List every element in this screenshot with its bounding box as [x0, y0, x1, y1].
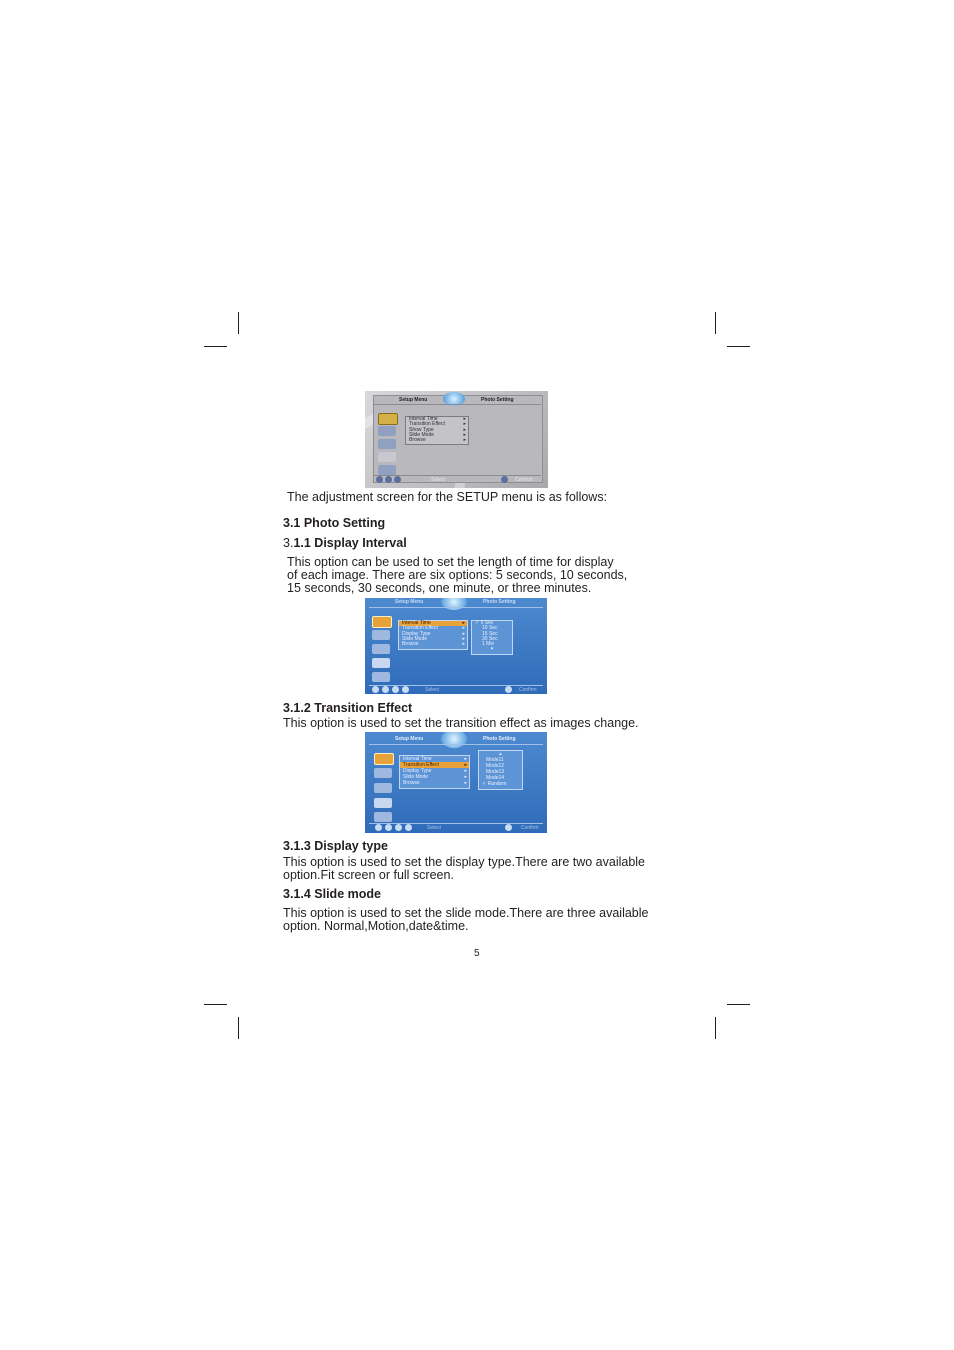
nav-right-icon: [392, 686, 399, 693]
calendar-icon[interactable]: [372, 658, 390, 668]
crop-mark: [727, 1004, 750, 1005]
menu-item[interactable]: Transition Effect ▸: [400, 762, 469, 768]
select-hint: Select: [427, 825, 441, 831]
confirm-hint: Confirm: [521, 825, 539, 831]
section-heading-3-1-3: 3.1.3 Display type: [283, 839, 388, 853]
interval-option[interactable]: 15 Sec: [482, 630, 498, 637]
intro-text: The adjustment screen for the SETUP menu is as follows:: [287, 490, 608, 504]
logo-icon: [441, 598, 467, 610]
photo-setting-menu[interactable]: [398, 620, 468, 650]
menu-item[interactable]: Transition Effect ▸: [406, 422, 468, 427]
photo-icon[interactable]: [374, 753, 394, 765]
photo-setting-menu[interactable]: [405, 416, 469, 445]
display-interval-paragraph: This option can be used to set the length of time for display of each image. There are six options: 5 seconds, 10 seconds, 15 seconds, 30 seconds, one minute, or three minutes.: [287, 555, 628, 595]
nav-left-icon: [376, 476, 383, 483]
video-icon[interactable]: [378, 439, 396, 449]
confirm-hint: Confirm: [515, 477, 533, 483]
menu-item[interactable]: Interval Time ▸: [399, 621, 467, 626]
menu-item[interactable]: Show Type ▸: [406, 428, 468, 433]
setup-icon[interactable]: [374, 812, 392, 822]
video-icon[interactable]: [372, 644, 390, 654]
menu-item[interactable]: Browse ▸: [399, 642, 467, 647]
interval-options-menu[interactable]: [471, 620, 513, 655]
menu-item[interactable]: Transition Effect ▸: [399, 626, 467, 631]
crop-mark: [204, 1004, 227, 1005]
menu-item[interactable]: Display Type ▸: [400, 768, 469, 774]
transition-option[interactable]: Mode12: [486, 763, 505, 769]
section-heading-3-1-2: 3.1.2 Transition Effect: [283, 701, 413, 715]
nav-up-icon: [382, 686, 389, 693]
photo-icon[interactable]: [378, 413, 398, 425]
interval-option[interactable]: ✓ 5 Sec: [475, 620, 494, 626]
interval-option[interactable]: 10 Sec: [482, 625, 498, 632]
photo-setting-menu[interactable]: [399, 755, 470, 789]
scroll-up-icon[interactable]: ▴: [499, 751, 502, 757]
photo-icon[interactable]: [372, 616, 392, 628]
setup-menu-title: Setup Menu: [399, 397, 428, 403]
slide-mode-paragraph: This option is used to set the slide mode.There are three available option. Normal,Motion,date&time.: [283, 906, 649, 933]
transition-option[interactable]: ✓ Random: [482, 781, 507, 787]
display-type-paragraph: This option is used to set the display type.There are two available option.Fit screen or full screen.: [283, 855, 646, 882]
page-number: 5: [474, 948, 480, 959]
interval-option[interactable]: 30 Sec: [482, 635, 498, 642]
music-icon[interactable]: [378, 426, 396, 436]
setup-menu-title: Setup Menu: [395, 599, 424, 605]
crop-mark: [238, 312, 239, 334]
setup-menu-title: Setup Menu: [395, 736, 424, 742]
transition-option[interactable]: Mode11: [486, 757, 504, 763]
nav-right-icon: [394, 476, 401, 483]
photo-setting-title: Photo Setting: [483, 599, 516, 605]
photo-setting-title: Photo Setting: [483, 736, 516, 742]
select-hint: Select: [431, 477, 445, 483]
menu-item[interactable]: Slide Mode ▸: [399, 637, 467, 642]
transition-options-menu[interactable]: [478, 750, 523, 790]
check-icon: ✓: [475, 620, 481, 626]
menu-item[interactable]: Browse ▸: [400, 780, 469, 786]
nav-up-icon: [385, 476, 392, 483]
scroll-down-icon[interactable]: ▾: [490, 646, 494, 653]
section-heading-3-1-4: 3.1.4 Slide mode: [283, 887, 381, 901]
menu-item[interactable]: Slide Mode ▸: [400, 774, 469, 780]
transition-effect-screenshot: [365, 732, 547, 833]
crop-mark: [715, 1017, 716, 1039]
nav-left-icon: [375, 824, 382, 831]
nav-down-icon: [405, 824, 412, 831]
calendar-icon[interactable]: [378, 452, 396, 462]
section-heading-3-1: 3.1 Photo Setting: [283, 516, 386, 530]
photo-setting-title: Photo Setting: [481, 397, 514, 403]
nav-up-icon: [385, 824, 392, 831]
section-heading-3-1-1: 3.1.1 Display Interval: [283, 536, 407, 550]
nav-left-icon: [372, 686, 379, 693]
setup-icon[interactable]: [372, 672, 390, 682]
transition-effect-paragraph: This option is used to set the transition effect as images change.: [283, 716, 639, 730]
select-hint: Select: [425, 687, 439, 693]
interval-option[interactable]: 1 Min: [482, 641, 495, 648]
transition-option[interactable]: Mode14: [486, 775, 505, 781]
nav-right-icon: [395, 824, 402, 831]
crop-mark: [238, 1017, 239, 1039]
check-icon: ✓: [482, 781, 488, 787]
confirm-hint: Confirm: [519, 687, 537, 693]
menu-item[interactable]: Slide Mode ▸: [406, 433, 468, 438]
interval-time-screenshot: [365, 598, 547, 694]
crop-mark: [715, 312, 716, 334]
setup-menu-screenshot: [365, 391, 548, 488]
nav-down-icon: [402, 686, 409, 693]
transition-option[interactable]: Mode13: [486, 769, 505, 775]
menu-item[interactable]: Browse ▸: [406, 438, 468, 443]
menu-item[interactable]: Interval Time ▸: [400, 756, 469, 762]
menu-item[interactable]: Display Type ▸: [399, 632, 467, 637]
enter-icon: [505, 686, 512, 693]
logo-icon: [441, 732, 467, 748]
enter-icon: [505, 824, 512, 831]
setup-icon[interactable]: [378, 465, 396, 475]
enter-icon: [501, 476, 508, 483]
crop-mark: [204, 346, 227, 347]
crop-mark: [727, 346, 750, 347]
music-icon[interactable]: [372, 630, 390, 640]
video-icon[interactable]: [374, 783, 392, 793]
calendar-icon[interactable]: [374, 798, 392, 808]
music-icon[interactable]: [374, 768, 392, 778]
menu-item[interactable]: Interval Time ▸: [406, 417, 468, 422]
